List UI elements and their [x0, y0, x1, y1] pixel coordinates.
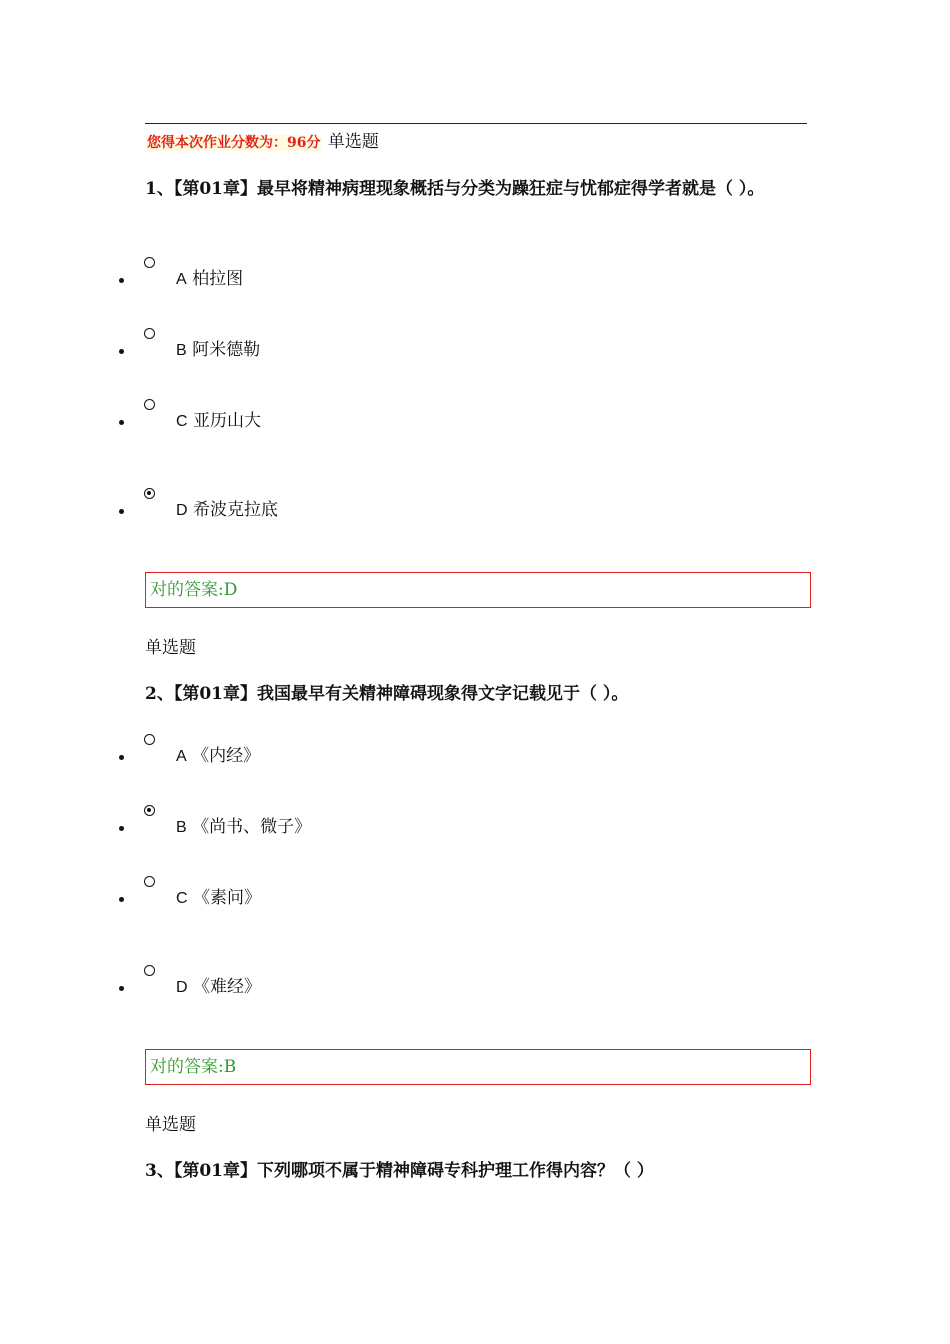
option-text: 阿米德勒: [192, 340, 261, 360]
radio-selected-icon[interactable]: [144, 488, 155, 499]
bullet-icon: [119, 826, 124, 831]
q2-option-c[interactable]: [0, 874, 400, 924]
option-letter: B: [176, 819, 187, 836]
q1-option-a[interactable]: [0, 255, 400, 305]
radio-unselected-icon[interactable]: [144, 328, 155, 339]
question-2-text: 2、【第01章】我国最早有关精神障碍现象得文字记载见于（ ）。: [145, 684, 629, 704]
q2-answer-box: [145, 1049, 811, 1085]
correct-answer-text: 对的答案:D: [150, 580, 238, 600]
q2-option-a[interactable]: [0, 732, 400, 782]
q1-option-d[interactable]: [0, 486, 400, 536]
question-type-label: 单选题: [327, 132, 379, 152]
question-type-label: 单选题: [145, 1115, 196, 1135]
radio-unselected-icon[interactable]: [144, 399, 155, 410]
correct-answer-text: 对的答案:B: [150, 1057, 237, 1077]
q2-option-b[interactable]: [0, 803, 400, 853]
radio-selected-icon[interactable]: [144, 805, 155, 816]
option-letter: C: [176, 890, 188, 907]
option-text: 柏拉图: [192, 269, 244, 289]
q2-option-d[interactable]: [0, 963, 400, 1013]
radio-unselected-icon[interactable]: [144, 876, 155, 887]
q1-option-b[interactable]: [0, 326, 400, 376]
option-text: 《难经》: [192, 977, 261, 997]
option-text: 亚历山大: [192, 411, 261, 431]
option-letter: A: [176, 748, 187, 765]
radio-unselected-icon[interactable]: [144, 257, 155, 268]
option-text: 《尚书、微子》: [192, 817, 312, 837]
bullet-icon: [119, 897, 124, 902]
option-letter: A: [176, 271, 187, 288]
bullet-icon: [119, 349, 124, 354]
q1-answer-box: [145, 572, 811, 608]
option-text: 希波克拉底: [192, 500, 278, 520]
radio-unselected-icon[interactable]: [144, 734, 155, 745]
top-rule: [145, 123, 807, 124]
bullet-icon: [119, 278, 124, 283]
option-letter: C: [176, 413, 188, 430]
bullet-icon: [119, 755, 124, 760]
bullet-icon: [119, 420, 124, 425]
score-text: 您得本次作业分数为：96分: [147, 135, 321, 151]
option-letter: D: [176, 502, 188, 519]
bullet-icon: [119, 509, 124, 514]
bullet-icon: [119, 986, 124, 991]
option-text: 《素问》: [192, 888, 261, 908]
question-3-text: 3、【第01章】下列哪项不属于精神障碍专科护理工作得内容？（ ）: [145, 1161, 654, 1181]
option-letter: B: [176, 342, 187, 359]
option-text: 《内经》: [192, 746, 261, 766]
question-1-text: 1、【第01章】最早将精神病理现象概括与分类为躁狂症与忧郁症得学者就是（ ）。: [145, 179, 765, 199]
option-letter: D: [176, 979, 188, 996]
score-line: [145, 131, 379, 154]
q1-option-c[interactable]: [0, 397, 400, 447]
radio-unselected-icon[interactable]: [144, 965, 155, 976]
question-type-label: 单选题: [145, 638, 196, 658]
